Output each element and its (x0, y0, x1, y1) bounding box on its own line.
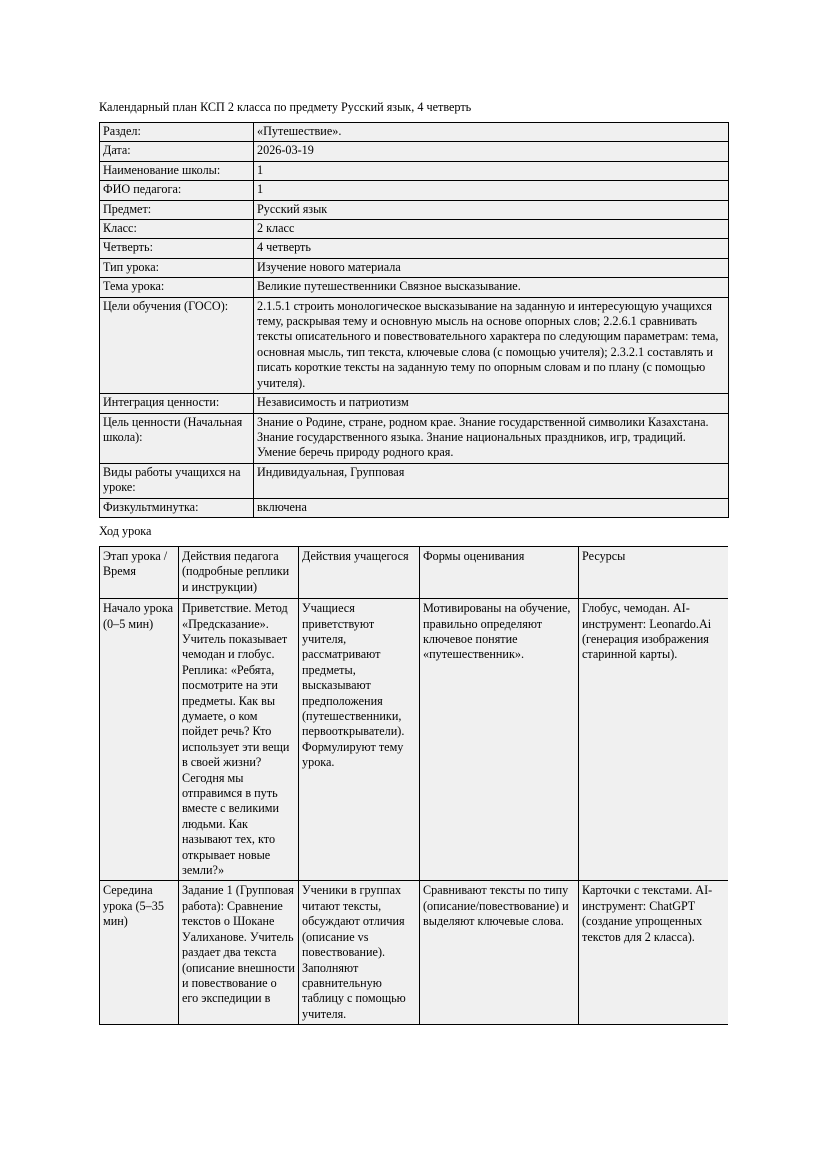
info-value: 1 (254, 181, 729, 200)
info-value: 2 класс (254, 220, 729, 239)
info-label: Наименование школы: (100, 161, 254, 180)
cell-teacher-actions: Задание 1 (Групповая работа): Сравнение текстов о Шокане Уалиханове. Учитель раздает два текста (описание внешности и повествование о его экспедиции в (179, 881, 299, 1025)
column-header-teacher-actions: Действия педагога (подробные реплики и инструкции) (179, 546, 299, 598)
lesson-info-body (100, 123, 729, 518)
column-header-assessment: Формы оценивания (420, 546, 579, 598)
info-label: Цели обучения (ГОСО): (100, 297, 254, 393)
table-row (100, 200, 729, 219)
document-content (99, 100, 728, 1025)
cell-stage: Середина урока (5–35 мин) (100, 881, 179, 1025)
info-label: Четверть: (100, 239, 254, 258)
info-label: Тема урока: (100, 278, 254, 297)
info-value: Русский язык (254, 200, 729, 219)
info-value: 1 (254, 161, 729, 180)
cell-assessment: Сравнивают тексты по типу (описание/повествование) и выделяют ключевые слова. (420, 881, 579, 1025)
column-header-stage: Этап урока / Время (100, 546, 179, 598)
info-label: Раздел: (100, 123, 254, 142)
table-row (100, 394, 729, 413)
info-label: Тип урока: (100, 258, 254, 277)
table-row (100, 181, 729, 200)
column-header-student-actions: Действия учащегося (299, 546, 420, 598)
page-title: Календарный план КСП 2 класса по предмету Русский язык, 4 четверть (99, 100, 472, 114)
table-row (100, 220, 729, 239)
info-label: Виды работы учащихся на уроке: (100, 463, 254, 498)
cell-teacher-actions: Приветствие. Метод «Предсказание». Учитель показывает чемодан и глобус. Реплика: «Ребята, посмотрите на эти предметы. Как вы думаете, о ком пойдет речь? Кто использует эти вещи в своей жизни? Сегодня мы отправимся в путь вместе с великими людьми. Как называют тех, кто открывает новые земли?» (179, 599, 299, 881)
table-row (100, 278, 729, 297)
table-row (100, 123, 729, 142)
info-label: Дата: (100, 142, 254, 161)
table-row (100, 258, 729, 277)
column-header-resources: Ресурсы (579, 546, 729, 598)
table-row (100, 413, 729, 463)
table-row (100, 239, 729, 258)
info-label: Физкультминутка: (100, 498, 254, 517)
table-row (100, 161, 729, 180)
info-value: 2.1.5.1 строить монологическое высказывание на заданную и интересующую учащихся тему, раскрывая тему и основную мысль на основе опорных слов; 2.2.6.1 сравнивать тексты описательного и повествовательного характера по следующим параметрам: тема, основная мысль, тип текста, ключевые слова (с помощью учителя); 2.3.2.1 составлять и писать короткие тексты на заданную тему по опорным словам и по плану (с помощью учителя). (254, 297, 729, 393)
lesson-flow-wrapper (99, 546, 728, 1025)
info-label: Цель ценности (Начальная школа): (100, 413, 254, 463)
lesson-flow-table (99, 546, 728, 1025)
info-value: Изучение нового материала (254, 258, 729, 277)
table-row (100, 297, 729, 393)
cell-student-actions: Ученики в группах читают тексты, обсуждают отличия (описание vs повествование). Заполняют сравнительную таблицу с помощью учителя. (299, 881, 420, 1025)
table-row (100, 463, 729, 498)
info-label: Предмет: (100, 200, 254, 219)
cell-resources: Карточки с текстами. AI-инструмент: ChatGPT (создание упрощенных текстов для 2 класса). (579, 881, 729, 1025)
info-value: «Путешествие». (254, 123, 729, 142)
info-value: 2026-03-19 (254, 142, 729, 161)
cell-resources: Глобус, чемодан. AI-инструмент: Leonardo.Ai (генерация изображения старинной карты). (579, 599, 729, 881)
info-label: ФИО педагога: (100, 181, 254, 200)
lesson-flow-heading: Ход урока (99, 523, 152, 538)
table-row (100, 498, 729, 517)
cell-student-actions: Учащиеся приветствуют учителя, рассматривают предметы, высказывают предположения (путешественники, первооткрыватели). Формулируют тему урока. (299, 599, 420, 881)
info-value: 4 четверть (254, 239, 729, 258)
lesson-flow-body (100, 546, 729, 1024)
cell-stage: Начало урока (0–5 мин) (100, 599, 179, 881)
info-value: Знание о Родине, стране, родном крае. Знание государственной символики Казахстана. Знание государственного языка. Знание национальных праздников, игр, традиций. Умение беречь природу родного края. (254, 413, 729, 463)
lesson-info-table (99, 122, 729, 518)
info-label: Интеграция ценности: (100, 394, 254, 413)
info-value: Великие путешественники Связное высказывание. (254, 278, 729, 297)
info-value: Индивидуальная, Групповая (254, 463, 729, 498)
table-row (100, 881, 729, 1025)
info-value: Независимость и патриотизм (254, 394, 729, 413)
table-header-row (100, 546, 729, 598)
table-row (100, 142, 729, 161)
cell-assessment: Мотивированы на обучение, правильно определяют ключевое понятие «путешественник». (420, 599, 579, 881)
info-label: Класс: (100, 220, 254, 239)
table-row (100, 599, 729, 881)
info-value: включена (254, 498, 729, 517)
